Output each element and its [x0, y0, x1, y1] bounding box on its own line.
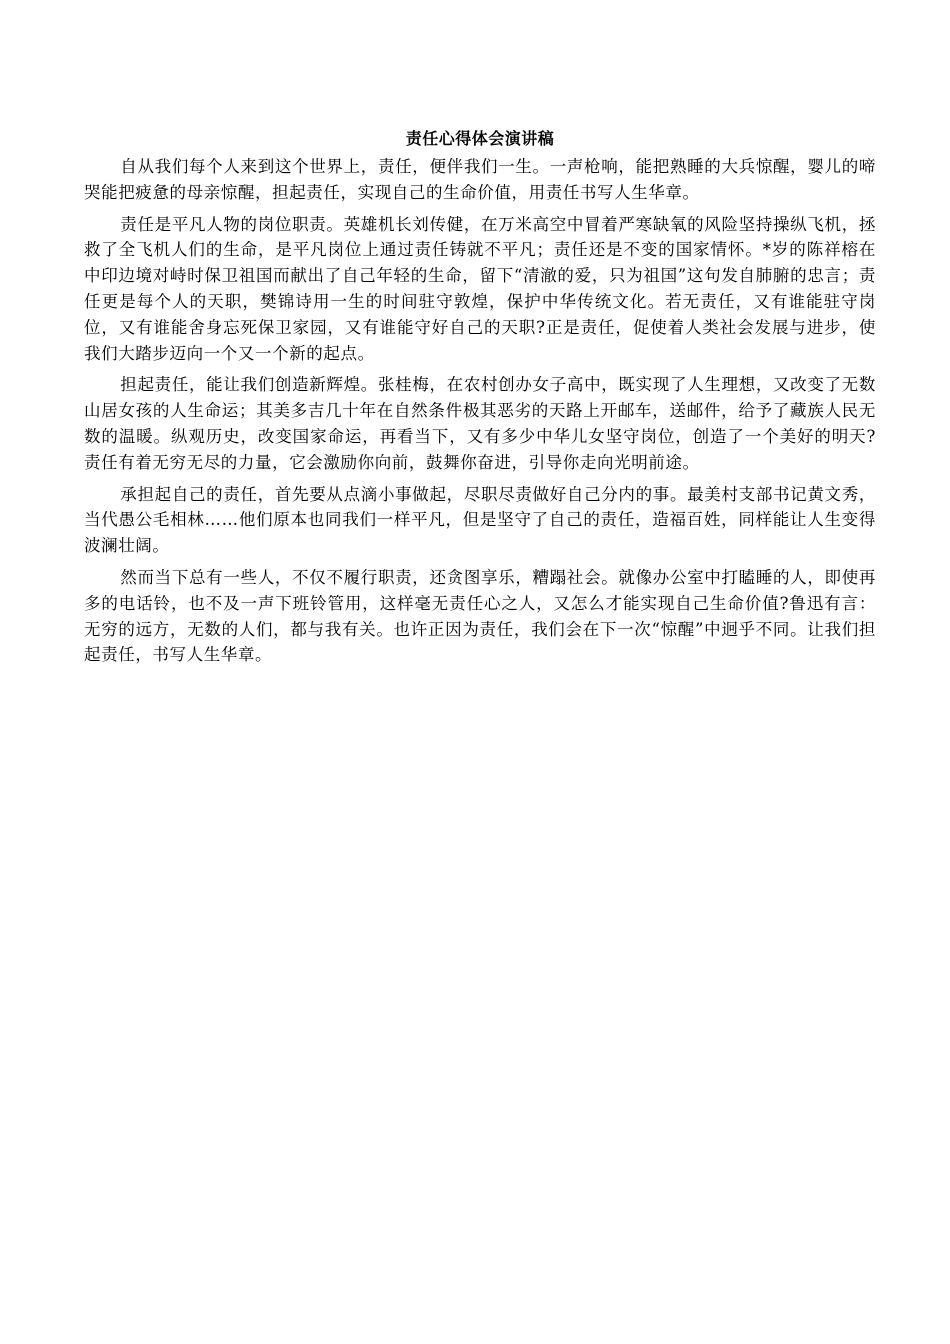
paragraph-5: 然而当下总有一些人，不仅不履行职责，还贪图享乐，糟蹋社会。就像办公室中打瞌睡的人，即使再多的电话铃，也不及一声下班铃管用，这样毫无责任心之人，又怎么才能实现自己生命价值?鲁迅有言：无穷的远方，无数的人们，都与我有关。也许正因为责任，我们会在下一次“惊醒”中迥乎不同。让我们担起责任，书写人生华章。 — [84, 567, 876, 665]
document-page — [84, 126, 876, 674]
paragraph-2: 责任是平凡人物的岗位职责。英雄机长刘传健，在万米高空中冒着严寒缺氧的风险坚持操纵飞机，拯救了全飞机人们的生命，是平凡岗位上通过责任铸就不平凡；责任还是不变的国家情怀。*岁的陈祥榕在中印边境对峙时保卫祖国而献出了自己年轻的生命，留下“清澈的爱，只为祖国”这句发自肺腑的忠言；责任更是每个人的天职，樊锦诗用一生的时间驻守敦煌，保护中华传统文化。若无责任，又有谁能驻守岗位，又有谁能舍身忘死保卫家园，又有谁能守好自己的天职?正是责任，促使着人类社会发展与进步，使我们大踏步迈向一个又一个新的起点。 — [84, 214, 876, 363]
paragraph-1: 自从我们每个人来到这个世界上，责任，便伴我们一生。一声枪响，能把熟睡的大兵惊醒，婴儿的啼哭能把疲惫的母亲惊醒，担起责任，实现自己的生命价值，用责任书写人生华章。 — [84, 157, 876, 202]
document-title: 责任心得体会演讲稿 — [405, 129, 555, 148]
paragraph-4: 承担起自己的责任，首先要从点滴小事做起，尽职尽责做好自己分内的事。最美村支部书记黄文秀，当代愚公毛相林……他们原本也同我们一样平凡，但是坚守了自己的责任，造福百姓，同样能让人生变得波澜壮阔。 — [84, 484, 876, 556]
paragraph-3: 担起责任，能让我们创造新辉煌。张桂梅，在农村创办女子高中，既实现了人生理想，又改变了无数山居女孩的人生命运；其美多吉几十年在自然条件极其恶劣的天路上开邮车，送邮件，给予了藏族人民无数的温暖。纵观历史，改变国家命运，再看当下，又有多少中华儿女坚守岗位，创造了一个美好的明天?责任有着无穷无尽的力量，它会激励你向前，鼓舞你奋进，引导你走向光明前途。 — [84, 375, 876, 472]
